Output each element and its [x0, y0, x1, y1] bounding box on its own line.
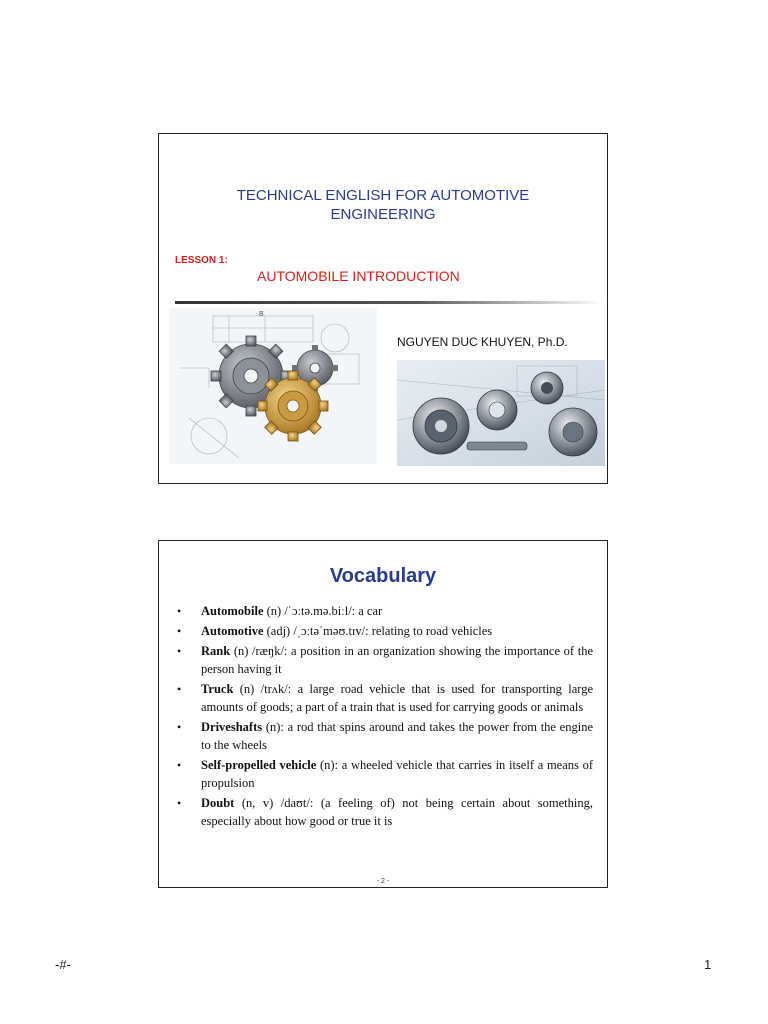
vocab-definition: (n) /ˈɔːtə.mə.biːl/: a car [263, 604, 383, 618]
vocab-definition: (n, v) /daʊt/: (a feeling of) not being certain about something, especially about how good or true it is [201, 796, 593, 828]
bullet-icon: • [177, 796, 182, 810]
bullet-icon: • [177, 604, 182, 618]
vocab-term: Automotive [201, 624, 264, 638]
bullet-icon: • [177, 624, 182, 638]
vocab-term: Driveshafts [201, 720, 263, 734]
vocab-definition: (n) /trʌk/: a large road vehicle that is used for transporting large amounts of goods; a part of a train that is used for carrying goods or animals [201, 682, 593, 714]
vocab-item [175, 642, 593, 678]
bullet-icon: • [177, 682, 182, 696]
lesson-title: AUTOMOBILE INTRODUCTION [257, 268, 460, 284]
page-number: 1 [704, 957, 712, 972]
course-title-line1: TECHNICAL ENGLISH FOR AUTOMOTIVE [236, 187, 530, 204]
title-slide [158, 133, 608, 484]
vocab-definition: (adj) /ˌɔːtəˈməʊ.tɪv/: relating to road vehicles [263, 624, 493, 638]
vocab-item [175, 756, 593, 792]
vocab-item [175, 680, 593, 716]
vocab-definition: (n) /ræŋk/: a position in an organization showing the importance of the person having it [201, 644, 593, 676]
vocab-term: Truck [201, 682, 234, 696]
vocabulary-title: Vocabulary [329, 565, 437, 587]
vocab-definition: (n): a rod that spins around and takes the power from the engine to the wheels [201, 720, 593, 752]
gears-blueprint-image [169, 308, 377, 464]
vocab-term: Doubt [201, 796, 235, 810]
vocab-term: Rank [201, 644, 231, 658]
bullet-icon: • [177, 758, 182, 772]
vocab-definition: (n): a wheeled vehicle that carries in itself a means of propulsion [201, 758, 593, 790]
auto-parts-image [397, 360, 605, 466]
vocab-item [175, 602, 593, 620]
vocab-item [175, 794, 593, 830]
author-name: NGUYEN DUC KHUYEN, Ph.D. [397, 335, 568, 349]
vocab-item [175, 718, 593, 754]
course-title-line2: ENGINEERING [330, 206, 436, 223]
title-divider [175, 301, 605, 304]
slide-number: - 2 - [376, 878, 390, 885]
course-title [159, 186, 607, 224]
svg-text:B: B [259, 311, 264, 318]
bullet-icon: • [177, 644, 182, 658]
vocab-term: Automobile [201, 604, 264, 618]
vocabulary-slide [158, 540, 608, 888]
vocab-term: Self-propelled vehicle [201, 758, 317, 772]
lesson-label: LESSON 1: [175, 255, 228, 266]
vocab-item [175, 622, 593, 640]
vocabulary-list [175, 602, 593, 832]
bullet-icon: • [177, 720, 182, 734]
footer-left-marker: -#- [55, 957, 71, 972]
